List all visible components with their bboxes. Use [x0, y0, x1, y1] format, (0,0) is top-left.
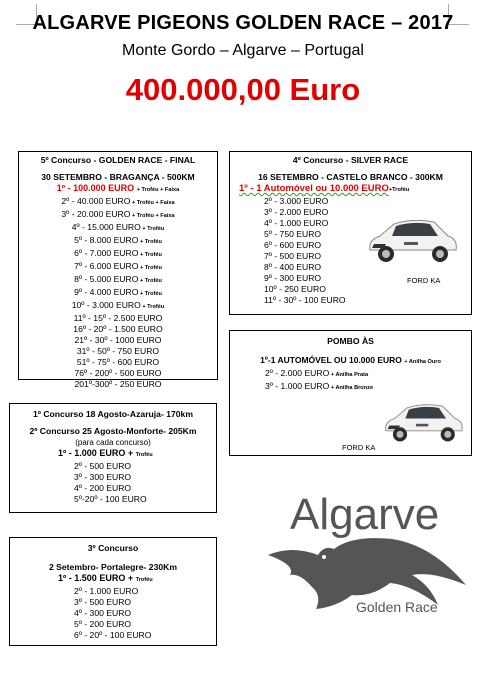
- prize-text: 7º - 6.000 EURO: [74, 261, 139, 271]
- prize-text: 2º - 500 EURO: [74, 461, 132, 471]
- first-prize: 1º - 1 Automóvel ou 10.000 EURO: [239, 183, 389, 194]
- prize-line: [19, 209, 217, 222]
- prize-line: [74, 586, 216, 597]
- prize-line: [19, 235, 217, 248]
- prize-text: 2º - 1.000 EURO: [74, 586, 139, 596]
- prize-extra: + Troféu: [140, 226, 165, 232]
- prize-line: [19, 222, 217, 235]
- box-route: 2 Setembro- Portalegre- 230Km: [49, 562, 177, 572]
- prize-text: 10º - 3.000 EURO: [71, 300, 141, 310]
- prize-extra: + Troféu: [140, 304, 165, 310]
- prize-line: [74, 630, 216, 641]
- ford-ka-car-image: [380, 399, 466, 445]
- prize-line: [19, 248, 217, 261]
- prize-text: 11º - 30º - 100 EURO: [264, 295, 346, 305]
- car-caption: FORD KA: [342, 443, 376, 452]
- first-prize-line: [19, 183, 217, 196]
- prize-text: 11º - 15º - 2.500 EURO: [73, 313, 163, 323]
- first-prize-line: [230, 355, 471, 368]
- box-heading: POMBO ÀS: [327, 336, 374, 346]
- prize-extra: + Troféu + Faixa: [130, 213, 175, 219]
- prize-line: [74, 483, 216, 494]
- car-caption: FORD KA: [407, 276, 441, 285]
- prize-text: 4º - 1.000 EURO: [264, 218, 329, 228]
- prize-line: [19, 274, 217, 287]
- prize-text: 5º - 200 EURO: [74, 619, 132, 629]
- prize-text: 3º - 500 EURO: [74, 597, 132, 607]
- prize-text: 6º - 600 EURO: [264, 240, 322, 250]
- prize-text: 3º - 20.000 EURO: [61, 209, 131, 219]
- prize-list: [19, 196, 217, 390]
- prize-text: 10º - 250 EURO: [264, 284, 326, 294]
- prize-line: [19, 357, 217, 368]
- page-title: ALGARVE PIGEONS GOLDEN RACE – 2017: [32, 12, 454, 34]
- prize-extra: + Troféu + Faixa: [130, 200, 175, 206]
- box-heading: [10, 409, 216, 420]
- prize-text: 31º - 50º - 750 EURO: [76, 346, 160, 356]
- prize-text: 8º - 5.000 EURO: [74, 274, 139, 284]
- prize-line: [19, 196, 217, 209]
- first-prize-extra: +Troféu: [388, 187, 410, 193]
- first-second-race-box: [9, 403, 217, 513]
- prize-extra: + Anilha Bronze: [329, 385, 374, 391]
- box-heading: 5º Concurso - GOLDEN RACE - FINAL: [40, 155, 196, 165]
- prize-extra: + Troféu: [138, 278, 162, 284]
- prize-text: 5º-20º - 100 EURO: [74, 494, 147, 504]
- prize-text: 3º - 300 EURO: [74, 472, 132, 482]
- prize-text: 4º - 300 EURO: [74, 608, 132, 618]
- prize-extra: + Troféu: [138, 265, 162, 271]
- prize-line: [74, 619, 216, 630]
- box-heading: 4º Concurso - SILVER RACE: [292, 155, 409, 165]
- prize-text: 4º - 15.000 EURO: [71, 222, 141, 232]
- prize-line: [19, 261, 217, 274]
- prize-text: 2º - 40.000 EURO: [61, 196, 131, 206]
- first-prize-extra: Troféu: [135, 577, 153, 583]
- prize-line: [264, 196, 471, 207]
- first-prize-line: [10, 573, 216, 586]
- first-prize-extra: Troféu: [135, 452, 153, 458]
- first-prize: 1º - 1.500 EURO +: [58, 573, 134, 583]
- race-one-heading: 1º Concurso 18 Agosto-Azaruja- 170km: [33, 409, 193, 419]
- prize-line: [19, 287, 217, 300]
- first-prize-extra: + Anilha Ouro: [404, 359, 441, 365]
- prize-line: [265, 381, 471, 394]
- first-prize: 1º-1 AUTOMÓVEL OU 10.000 EURO: [260, 355, 402, 365]
- logo-tagline: Golden Race: [356, 599, 438, 615]
- prize-text: 201º-300º - 250 EURO: [74, 379, 162, 389]
- total-prize: 400.000,00 Euro: [125, 72, 361, 107]
- prize-text: 8º - 400 EURO: [264, 262, 322, 272]
- pombo-as-box: [229, 330, 472, 456]
- prize-text: 9º - 300 EURO: [264, 273, 322, 283]
- first-prize: 1º - 1.000 EURO +: [58, 448, 134, 458]
- prize-line: [264, 284, 471, 295]
- note: (para cada concurso): [75, 438, 151, 447]
- prize-line: [74, 461, 216, 472]
- prize-line: [19, 300, 217, 313]
- prize-line: [19, 313, 217, 324]
- prize-text: 3º - 2.000 EURO: [264, 207, 329, 217]
- prize-extra: + Troféu: [138, 291, 162, 297]
- prize-line: [264, 295, 471, 306]
- first-prize-line: [230, 183, 471, 196]
- silver-race-box: [229, 151, 472, 315]
- prize-text: 5º - 8.000 EURO: [74, 235, 139, 245]
- box-route: 30 SETEMBRO - BRAGANÇA - 500KM: [41, 172, 195, 182]
- prize-text: 2º - 3.000 EURO: [264, 196, 329, 206]
- prize-text: 5º - 750 EURO: [264, 229, 322, 239]
- prize-line: [19, 368, 217, 379]
- third-race-box: [9, 537, 217, 646]
- prize-line: [19, 335, 217, 346]
- box-route: 16 SETEMBRO - CASTELO BRANCO - 300KM: [258, 172, 443, 182]
- prize-text: 9º - 4.000 EURO: [74, 287, 139, 297]
- prize-extra: + Anilha Prata: [329, 372, 369, 378]
- prize-text: 51º - 75º - 600 EURO: [76, 357, 160, 367]
- prize-text: 76º - 200º - 500 EURO: [74, 368, 162, 378]
- prize-extra: + Troféu: [138, 252, 162, 258]
- prize-line: [19, 379, 217, 390]
- box-heading: 3º Concurso: [87, 543, 139, 553]
- prize-text: 21º - 30º - 1000 EURO: [74, 335, 162, 345]
- prize-text: 6º - 20º - 100 EURO: [74, 630, 152, 640]
- prize-text: 6º - 7.000 EURO: [74, 248, 139, 258]
- prize-line: [19, 324, 217, 335]
- prize-text: 16º - 20º - 1.500 EURO: [73, 324, 163, 334]
- ford-ka-car-image: [364, 214, 460, 266]
- logo-name: Algarve: [290, 490, 440, 539]
- prize-text: 7º - 500 EURO: [264, 251, 322, 261]
- first-prize: 1º - 100.000 EURO: [56, 183, 135, 193]
- race-two-heading: 2º Concurso 25 Agosto-Monforte- 205Km: [29, 426, 197, 436]
- prize-list: [230, 368, 471, 394]
- first-prize-line: [10, 448, 216, 461]
- page-subtitle: Monte Gordo – Algarve – Portugal: [122, 42, 364, 59]
- prize-list: [10, 586, 216, 641]
- prize-line: [74, 494, 216, 505]
- prize-line: [19, 346, 217, 357]
- golden-race-final-box: [18, 151, 218, 389]
- prize-line: [74, 597, 216, 608]
- prize-text: 2º - 2.000 EURO: [265, 368, 330, 378]
- prize-extra: + Troféu: [138, 239, 162, 245]
- prize-list: [10, 461, 216, 505]
- prize-line: [265, 368, 471, 381]
- first-prize-extra: + Troféu + Faixa: [136, 187, 180, 193]
- prize-text: 3º - 1.000 EURO: [265, 381, 330, 391]
- prize-line: [74, 608, 216, 619]
- prize-text: 4º - 200 EURO: [74, 483, 132, 493]
- prize-line: [74, 472, 216, 483]
